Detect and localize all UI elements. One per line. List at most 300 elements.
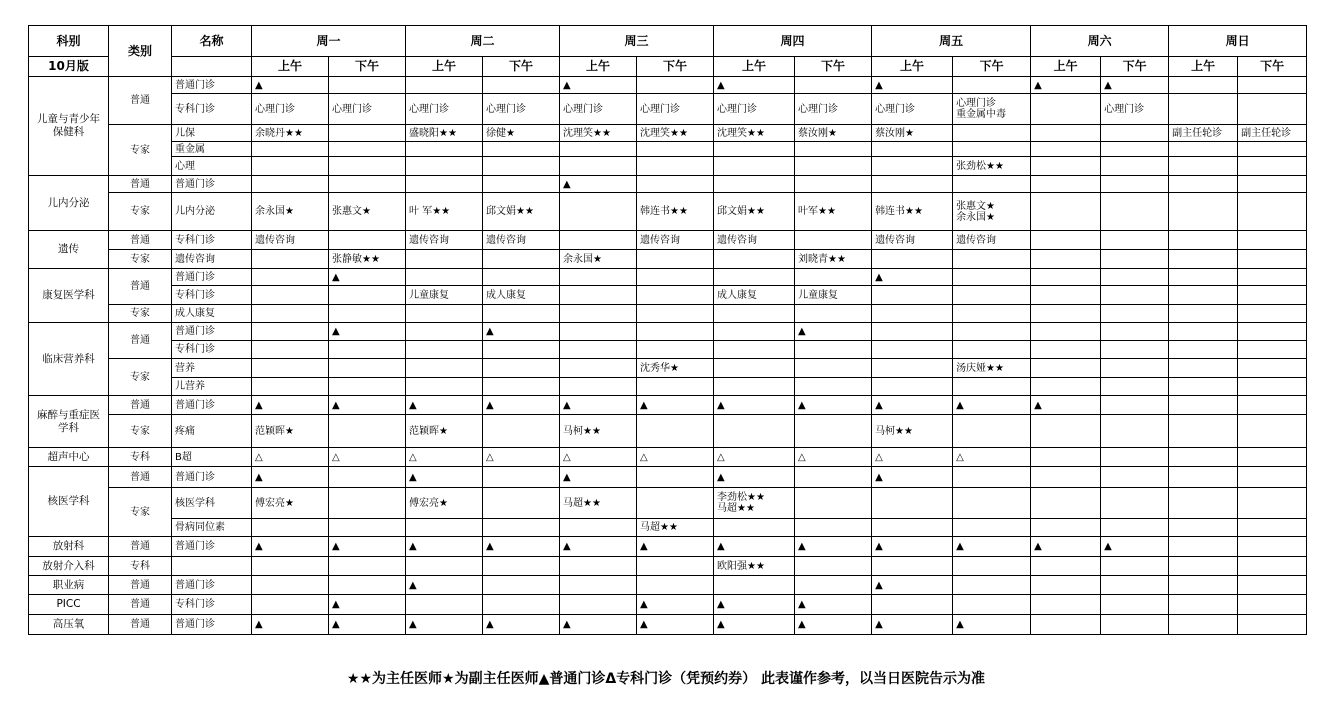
schedule-cell: ▲ — [872, 77, 953, 94]
schedule-cell: ▲ — [329, 595, 406, 615]
schedule-cell — [795, 519, 872, 537]
schedule-cell — [1169, 94, 1238, 125]
schedule-cell — [329, 77, 406, 94]
schedule-cell: 遗传咨询 — [953, 231, 1031, 250]
schedule-cell: 遗传咨询 — [872, 231, 953, 250]
schedule-cell — [1169, 537, 1238, 557]
schedule-cell — [1169, 286, 1238, 305]
schedule-cell: 张惠文★ 余永国★ — [953, 193, 1031, 231]
schedule-cell — [1101, 193, 1169, 231]
schedule-cell — [1169, 323, 1238, 341]
schedule-cell — [872, 157, 953, 176]
schedule-cell: 韩连书★★ — [637, 193, 714, 231]
schedule-cell — [872, 519, 953, 537]
schedule-cell — [953, 488, 1031, 519]
schedule-cell — [1238, 415, 1307, 448]
schedule-cell: 心理门诊 — [329, 94, 406, 125]
header-pm: 下午 — [637, 57, 714, 77]
schedule-cell — [953, 341, 1031, 359]
schedule-cell — [714, 519, 795, 537]
department-name: 麻醉与重症医学科 — [29, 396, 109, 448]
schedule-cell — [329, 576, 406, 595]
schedule-row — [29, 269, 1307, 286]
schedule-cell — [252, 305, 329, 323]
schedule-cell — [872, 595, 953, 615]
schedule-cell: 副主任轮诊 — [1238, 125, 1307, 142]
schedule-cell: △ — [406, 448, 483, 467]
schedule-cell — [406, 519, 483, 537]
schedule-cell — [637, 557, 714, 576]
schedule-cell — [1169, 341, 1238, 359]
schedule-body — [29, 77, 1307, 635]
schedule-cell — [1101, 142, 1169, 157]
schedule-cell: 李劲松★★ 马超★★ — [714, 488, 795, 519]
schedule-cell — [329, 305, 406, 323]
schedule-cell — [714, 576, 795, 595]
schedule-cell — [1031, 94, 1101, 125]
schedule-cell — [714, 415, 795, 448]
clinic-category: 普通 — [109, 537, 172, 557]
schedule-cell — [714, 378, 795, 396]
schedule-cell: ▲ — [872, 269, 953, 286]
schedule-cell — [406, 269, 483, 286]
schedule-cell: 蔡汝刚★ — [872, 125, 953, 142]
schedule-cell: 遗传咨询 — [714, 231, 795, 250]
schedule-row — [29, 467, 1307, 488]
schedule-cell — [1169, 142, 1238, 157]
clinic-category: 普通 — [109, 396, 172, 415]
schedule-cell: ▲ — [1031, 537, 1101, 557]
schedule-cell: 儿童康复 — [795, 286, 872, 305]
schedule-cell: 遗传咨询 — [252, 231, 329, 250]
schedule-cell — [483, 250, 560, 269]
clinic-name: 普通门诊 — [172, 467, 252, 488]
schedule-cell — [1031, 305, 1101, 323]
department-name: 放射介入科 — [29, 557, 109, 576]
schedule-cell: ▲ — [795, 396, 872, 415]
schedule-cell — [1169, 415, 1238, 448]
schedule-cell — [483, 305, 560, 323]
schedule-cell: ▲ — [872, 396, 953, 415]
schedule-cell — [1169, 557, 1238, 576]
schedule-cell: ▲ — [406, 467, 483, 488]
schedule-cell: 副主任轮诊 — [1169, 125, 1238, 142]
clinic-category: 专家 — [109, 359, 172, 396]
schedule-cell — [1101, 305, 1169, 323]
schedule-cell — [1169, 359, 1238, 378]
schedule-cell — [329, 359, 406, 378]
header-day-fri: 周五 — [872, 26, 1031, 57]
clinic-name: 成人康复 — [172, 305, 252, 323]
schedule-row — [29, 250, 1307, 269]
schedule-cell — [1101, 176, 1169, 193]
schedule-cell — [953, 77, 1031, 94]
schedule-row — [29, 519, 1307, 537]
schedule-cell — [1238, 323, 1307, 341]
schedule-cell — [406, 250, 483, 269]
schedule-cell: 心理门诊 重金属中毒 — [953, 94, 1031, 125]
schedule-cell — [1238, 396, 1307, 415]
header-am: 上午 — [1031, 57, 1101, 77]
schedule-cell — [872, 341, 953, 359]
schedule-cell — [252, 519, 329, 537]
schedule-cell — [637, 488, 714, 519]
schedule-cell: 成人康复 — [483, 286, 560, 305]
schedule-cell — [872, 142, 953, 157]
header-day-sun: 周日 — [1169, 26, 1307, 57]
schedule-cell — [1238, 341, 1307, 359]
schedule-cell: 傅宏亮★ — [252, 488, 329, 519]
schedule-row — [29, 231, 1307, 250]
header-row-days — [29, 26, 1307, 57]
schedule-cell — [1238, 157, 1307, 176]
schedule-cell — [560, 557, 637, 576]
schedule-cell — [1169, 269, 1238, 286]
schedule-cell: ▲ — [560, 396, 637, 415]
schedule-cell — [329, 557, 406, 576]
schedule-cell — [1238, 378, 1307, 396]
schedule-cell: △ — [329, 448, 406, 467]
schedule-row — [29, 537, 1307, 557]
schedule-cell — [1031, 142, 1101, 157]
header-am: 上午 — [560, 57, 637, 77]
schedule-cell — [1169, 176, 1238, 193]
schedule-cell — [560, 193, 637, 231]
schedule-cell — [1238, 576, 1307, 595]
clinic-name: 普通门诊 — [172, 176, 252, 193]
schedule-cell — [252, 142, 329, 157]
schedule-cell — [560, 341, 637, 359]
schedule-cell — [1238, 77, 1307, 94]
schedule-cell: 韩连书★★ — [872, 193, 953, 231]
schedule-cell: 欧阳强★★ — [714, 557, 795, 576]
header-am: 上午 — [714, 57, 795, 77]
schedule-cell — [1031, 415, 1101, 448]
schedule-cell — [1238, 557, 1307, 576]
schedule-cell: ▲ — [329, 396, 406, 415]
schedule-cell — [1031, 595, 1101, 615]
schedule-cell: ▲ — [560, 176, 637, 193]
department-name: 儿童与青少年保健科 — [29, 77, 109, 176]
schedule-cell — [637, 142, 714, 157]
schedule-cell — [872, 557, 953, 576]
schedule-cell — [1238, 231, 1307, 250]
schedule-cell — [1031, 125, 1101, 142]
clinic-name: 重金属 — [172, 142, 252, 157]
schedule-cell — [1031, 157, 1101, 176]
schedule-cell — [1238, 537, 1307, 557]
schedule-cell — [1031, 615, 1101, 635]
schedule-cell: ▲ — [795, 323, 872, 341]
schedule-cell — [1031, 378, 1101, 396]
schedule-cell: 心理门诊 — [483, 94, 560, 125]
schedule-cell — [714, 176, 795, 193]
schedule-cell — [483, 341, 560, 359]
schedule-cell — [1031, 341, 1101, 359]
schedule-cell — [406, 157, 483, 176]
clinic-name: 普通门诊 — [172, 77, 252, 94]
schedule-cell — [795, 488, 872, 519]
schedule-cell: ▲ — [252, 537, 329, 557]
schedule-row — [29, 94, 1307, 125]
clinic-name: 普通门诊 — [172, 537, 252, 557]
schedule-row — [29, 142, 1307, 157]
schedule-cell — [795, 415, 872, 448]
schedule-cell — [483, 176, 560, 193]
header-day-thu: 周四 — [714, 26, 872, 57]
schedule-cell: ▲ — [560, 537, 637, 557]
schedule-cell — [637, 77, 714, 94]
clinic-name: 普通门诊 — [172, 269, 252, 286]
schedule-cell — [406, 595, 483, 615]
schedule-cell — [714, 305, 795, 323]
schedule-cell — [406, 77, 483, 94]
schedule-row — [29, 359, 1307, 378]
schedule-cell — [953, 250, 1031, 269]
schedule-cell — [1031, 286, 1101, 305]
schedule-cell: 沈理笑★★ — [637, 125, 714, 142]
schedule-cell: △ — [252, 448, 329, 467]
schedule-cell: 心理门诊 — [560, 94, 637, 125]
schedule-cell — [1238, 595, 1307, 615]
schedule-cell — [329, 519, 406, 537]
schedule-cell — [1169, 595, 1238, 615]
schedule-cell — [406, 142, 483, 157]
schedule-cell — [560, 359, 637, 378]
schedule-cell — [1169, 615, 1238, 635]
schedule-cell — [1238, 519, 1307, 537]
schedule-cell — [1169, 157, 1238, 176]
schedule-cell — [714, 341, 795, 359]
schedule-cell: △ — [560, 448, 637, 467]
schedule-cell: 张静敏★★ — [329, 250, 406, 269]
schedule-cell: ▲ — [483, 396, 560, 415]
schedule-cell — [406, 359, 483, 378]
schedule-cell: ▲ — [714, 467, 795, 488]
clinic-category: 普通 — [109, 576, 172, 595]
schedule-cell — [637, 341, 714, 359]
clinic-name: 儿营养 — [172, 378, 252, 396]
schedule-cell: ▲ — [637, 615, 714, 635]
schedule-cell: 马柯★★ — [872, 415, 953, 448]
schedule-cell: △ — [714, 448, 795, 467]
schedule-row — [29, 488, 1307, 519]
schedule-cell: ▲ — [252, 615, 329, 635]
department-name: 超声中心 — [29, 448, 109, 467]
clinic-name: 疼痛 — [172, 415, 252, 448]
schedule-cell — [872, 359, 953, 378]
schedule-cell — [1238, 615, 1307, 635]
schedule-cell — [1101, 557, 1169, 576]
clinic-name: 普通门诊 — [172, 323, 252, 341]
schedule-cell: 傅宏亮★ — [406, 488, 483, 519]
schedule-cell — [714, 157, 795, 176]
schedule-cell — [714, 269, 795, 286]
schedule-row — [29, 378, 1307, 396]
schedule-cell — [1169, 467, 1238, 488]
department-name: 高压氧 — [29, 615, 109, 635]
clinic-name: 核医学科 — [172, 488, 252, 519]
header-name: 名称 — [172, 26, 252, 57]
schedule-cell — [560, 305, 637, 323]
schedule-cell: ▲ — [795, 595, 872, 615]
schedule-cell: 沈理笑★★ — [714, 125, 795, 142]
schedule-cell — [1101, 595, 1169, 615]
clinic-name: 遗传咨询 — [172, 250, 252, 269]
schedule-row — [29, 157, 1307, 176]
schedule-cell — [872, 323, 953, 341]
schedule-cell — [406, 557, 483, 576]
schedule-cell: 叶 军★★ — [406, 193, 483, 231]
department-name: 儿内分泌 — [29, 176, 109, 231]
schedule-cell — [1238, 142, 1307, 157]
schedule-cell — [329, 157, 406, 176]
schedule-cell — [1031, 519, 1101, 537]
schedule-row — [29, 415, 1307, 448]
schedule-cell — [252, 176, 329, 193]
schedule-cell — [1101, 125, 1169, 142]
schedule-cell — [795, 576, 872, 595]
header-pm: 下午 — [1101, 57, 1169, 77]
schedule-cell — [637, 576, 714, 595]
schedule-cell: 邱文娟★★ — [483, 193, 560, 231]
schedule-cell — [637, 467, 714, 488]
schedule-cell — [1169, 576, 1238, 595]
schedule-cell — [637, 286, 714, 305]
schedule-cell — [953, 286, 1031, 305]
schedule-cell: ▲ — [406, 615, 483, 635]
clinic-category: 专家 — [109, 250, 172, 269]
schedule-cell: 心理门诊 — [795, 94, 872, 125]
schedule-cell — [953, 576, 1031, 595]
schedule-cell — [795, 557, 872, 576]
schedule-cell — [1031, 176, 1101, 193]
schedule-cell — [1101, 157, 1169, 176]
schedule-cell: 余晓丹★★ — [252, 125, 329, 142]
clinic-name: 专科门诊 — [172, 595, 252, 615]
schedule-cell — [1238, 176, 1307, 193]
schedule-cell — [406, 176, 483, 193]
header-day-mon: 周一 — [252, 26, 406, 57]
schedule-cell — [1101, 488, 1169, 519]
clinic-category: 专家 — [109, 415, 172, 448]
schedule-cell — [1169, 519, 1238, 537]
schedule-cell — [872, 305, 953, 323]
schedule-cell: △ — [872, 448, 953, 467]
clinic-category: 普通 — [109, 176, 172, 193]
schedule-cell — [560, 595, 637, 615]
schedule-cell: ▲ — [252, 396, 329, 415]
schedule-cell — [1031, 193, 1101, 231]
clinic-category: 专家 — [109, 488, 172, 537]
schedule-cell — [953, 467, 1031, 488]
schedule-cell: ▲ — [329, 615, 406, 635]
schedule-cell — [406, 378, 483, 396]
schedule-cell — [1238, 250, 1307, 269]
schedule-cell: 心理门诊 — [872, 94, 953, 125]
schedule-cell — [953, 378, 1031, 396]
schedule-cell: 余永国★ — [560, 250, 637, 269]
schedule-cell: ▲ — [560, 615, 637, 635]
schedule-cell — [252, 286, 329, 305]
schedule-row — [29, 305, 1307, 323]
schedule-cell: ▲ — [483, 537, 560, 557]
schedule-cell — [1238, 305, 1307, 323]
schedule-cell: ▲ — [714, 77, 795, 94]
schedule-cell — [406, 341, 483, 359]
schedule-cell — [329, 488, 406, 519]
schedule-cell — [953, 305, 1031, 323]
legend-note: ★★为主任医师★为副主任医师▲普通门诊Δ专科门诊（凭预约券） 此表谨作参考，以当日医院告示为准 — [346, 671, 986, 687]
schedule-cell — [795, 77, 872, 94]
schedule-cell — [1238, 269, 1307, 286]
schedule-cell — [953, 519, 1031, 537]
schedule-cell — [953, 415, 1031, 448]
schedule-cell — [329, 378, 406, 396]
schedule-cell — [953, 142, 1031, 157]
schedule-cell — [1169, 396, 1238, 415]
schedule-cell: 心理门诊 — [406, 94, 483, 125]
clinic-category: 普通 — [109, 595, 172, 615]
schedule-cell — [483, 142, 560, 157]
schedule-cell — [329, 125, 406, 142]
schedule-cell: ▲ — [1031, 77, 1101, 94]
schedule-cell — [953, 125, 1031, 142]
schedule-cell: 马超★★ — [637, 519, 714, 537]
schedule-cell — [1169, 378, 1238, 396]
schedule-cell — [714, 359, 795, 378]
header-pm: 下午 — [329, 57, 406, 77]
schedule-cell — [1238, 193, 1307, 231]
clinic-name: 儿内分泌 — [172, 193, 252, 231]
clinic-name: 专科门诊 — [172, 94, 252, 125]
schedule-cell: ▲ — [714, 396, 795, 415]
department-name: 职业病 — [29, 576, 109, 595]
schedule-cell — [560, 323, 637, 341]
schedule-cell: ▲ — [329, 537, 406, 557]
schedule-cell: 儿童康复 — [406, 286, 483, 305]
schedule-cell: 心理门诊 — [1101, 94, 1169, 125]
schedule-cell — [1101, 576, 1169, 595]
schedule-cell — [252, 250, 329, 269]
schedule-cell: ▲ — [637, 396, 714, 415]
schedule-cell: 沈理笑★★ — [560, 125, 637, 142]
clinic-category: 专家 — [109, 193, 172, 231]
schedule-cell — [252, 576, 329, 595]
schedule-cell — [483, 157, 560, 176]
header-day-sat: 周六 — [1031, 26, 1169, 57]
schedule-cell — [714, 142, 795, 157]
schedule-cell — [1101, 323, 1169, 341]
schedule-cell — [637, 305, 714, 323]
schedule-cell: ▲ — [637, 537, 714, 557]
schedule-cell — [1101, 341, 1169, 359]
schedule-cell — [252, 157, 329, 176]
header-day-wed: 周三 — [560, 26, 714, 57]
clinic-name: B超 — [172, 448, 252, 467]
schedule-cell: ▲ — [795, 615, 872, 635]
schedule-cell — [329, 142, 406, 157]
schedule-cell — [1238, 448, 1307, 467]
schedule-row — [29, 595, 1307, 615]
clinic-name: 营养 — [172, 359, 252, 378]
schedule-cell: ▲ — [714, 595, 795, 615]
schedule-row — [29, 576, 1307, 595]
schedule-cell — [1031, 250, 1101, 269]
clinic-category: 普通 — [109, 467, 172, 488]
schedule-cell — [329, 341, 406, 359]
schedule-cell: ▲ — [953, 615, 1031, 635]
